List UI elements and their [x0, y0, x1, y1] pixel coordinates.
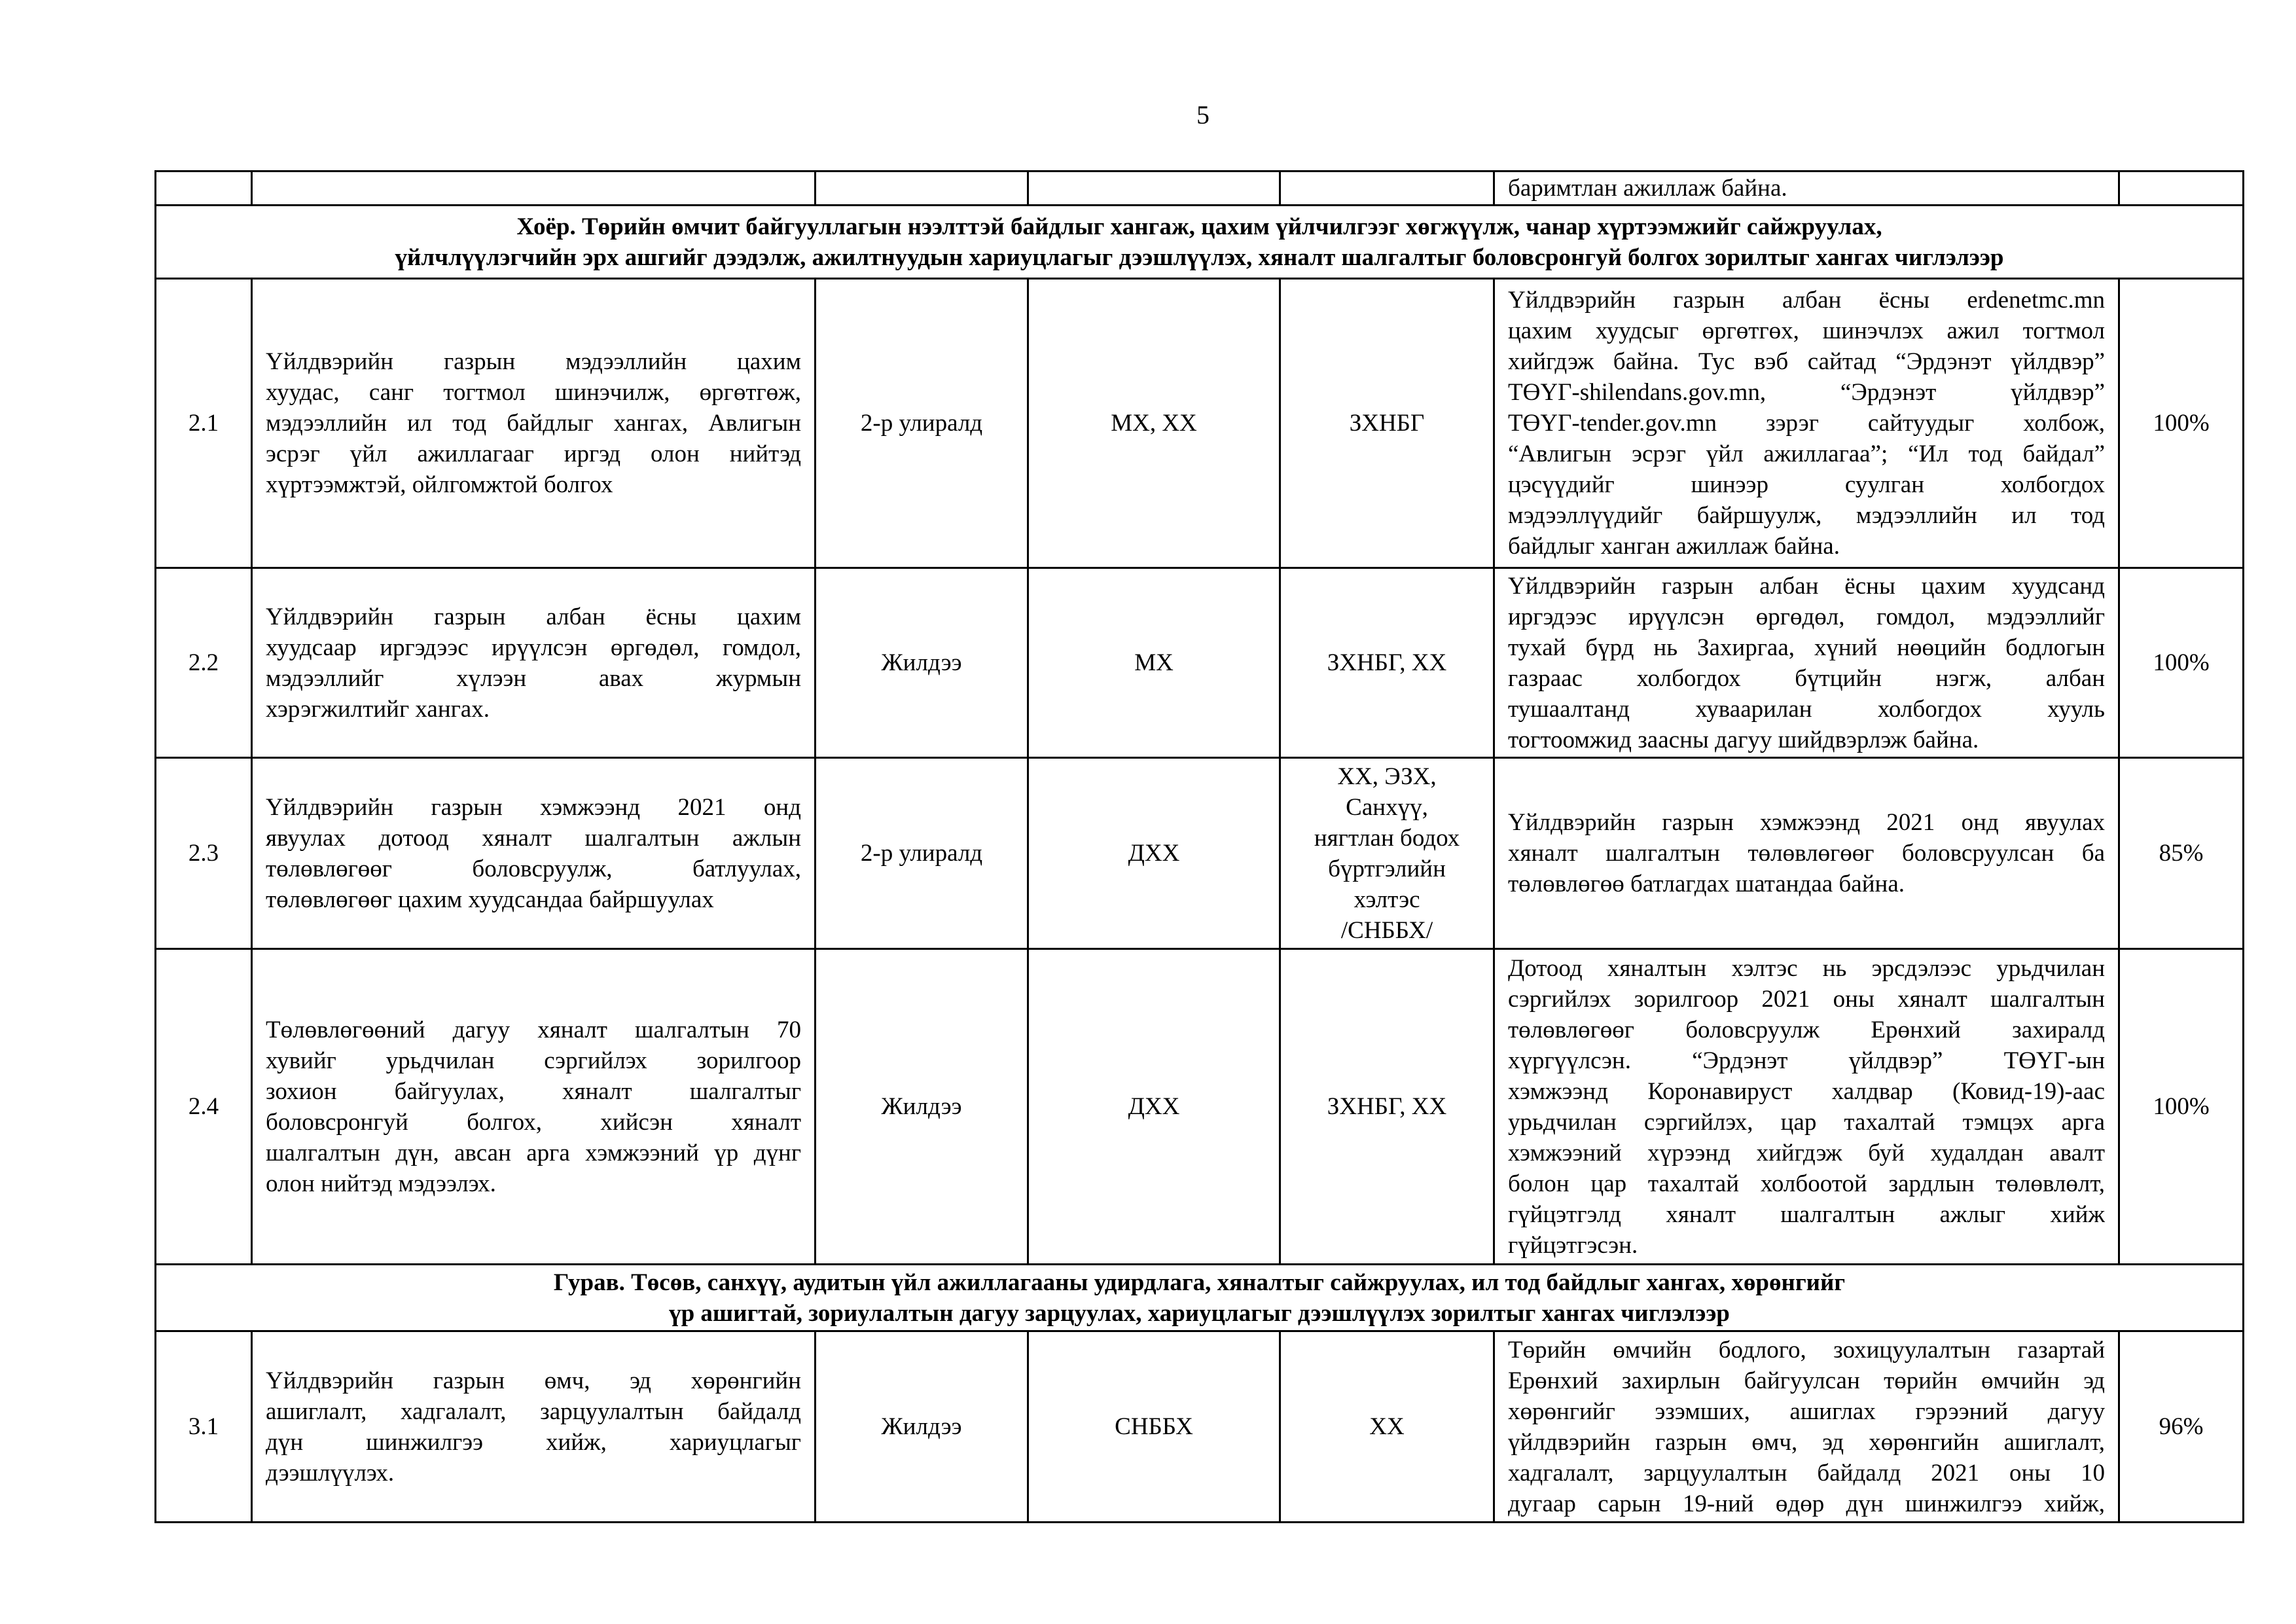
executor-line: ХХ, ЭЗХ, [1337, 763, 1437, 790]
completion-percent: 100% [2119, 949, 2244, 1265]
cell-task [252, 171, 816, 206]
executing-unit [1280, 279, 1494, 568]
section-heading-line: Гурав. Төсөв, санхүү, аудитын үйл ажиллагааны удирдлага, хяналтыг сайжруулах, ил тод байдлыг хангах, хөрөнгийг [553, 1269, 1846, 1296]
table-row [156, 949, 2244, 1265]
cell-report: баримтлан ажиллаж байна. [1494, 171, 2119, 206]
task-line: ашиглалт, хадгалалт, зарцуулалтын байдалд [266, 1398, 801, 1425]
completion-percent: 96% [2119, 1331, 2244, 1523]
completion-percent: 100% [2119, 568, 2244, 758]
task-line: хувийг урьдчилан сэргийлэх зорилгоор [266, 1047, 801, 1074]
task-description [252, 1331, 816, 1523]
report-line: сэргийлэх зорилгоор 2021 оны хяналт шалгалтын [1508, 985, 2105, 1013]
report-line: урьдчилан сэргийлэх, цар тахалтай тэмцэх арга [1508, 1108, 2105, 1136]
time-frame: 2-р улиралд [816, 279, 1028, 568]
executing-unit [1280, 758, 1494, 949]
task-line: зохион байгуулах, хяналт шалгалтыг [266, 1077, 801, 1105]
report-line: Дотоод хяналтын хэлтэс нь эрсдэлээс урьдчилан [1508, 954, 2105, 982]
report-line: хийгдэж байна. Тус вэб сайтад “Эрдэнэт үйлдвэр” [1508, 348, 2105, 375]
report-line: Үйлдвэрийн газрын хэмжээнд 2021 онд явуулах [1508, 809, 2105, 836]
task-line: төлөвлөгөөг цахим хуудсандаа байршуулах [266, 886, 714, 913]
task-line: хуудсаар иргэдээс ирүүлсэн өргөдөл, гомдол, [266, 634, 801, 661]
task-description [252, 949, 816, 1265]
row-number: 3.1 [156, 1331, 252, 1523]
time-frame: Жилдээ [816, 1331, 1028, 1523]
section-heading-line: үр ашигтай, зориулалтын дагуу зарцуулах, хариуцлагыг дээшлүүлэх зорилтыг хангах чиглэлээр [669, 1299, 1730, 1327]
progress-report [1494, 758, 2119, 949]
report-line: хадгалалт, зарцуулалтын байдалд 2021 оны 10 [1508, 1459, 2105, 1487]
task-line: мэдээллийн ил тод байдлыг хангах, Авлигын [266, 410, 801, 437]
section-heading-line: үйлчлүүлэгчийн эрх ашгийг дээдэлж, ажилтнуудын хариуцлагыг дээшлүүлэх, хяналт шалгалтыг боловсронгуй болгох зорилтыг хангах чиглэлээр [395, 244, 2004, 271]
responsible-unit: МХ, ХХ [1028, 279, 1280, 568]
executing-unit [1280, 1331, 1494, 1523]
executing-unit [1280, 568, 1494, 758]
page-number: 5 [1196, 100, 1210, 130]
executor-line: Санхүү, [1346, 793, 1428, 821]
executor-line: ЗХНБГ, ХХ [1327, 1093, 1447, 1120]
cell-responsible [1028, 171, 1280, 206]
cell-time [816, 171, 1028, 206]
time-frame: Жилдээ [816, 568, 1028, 758]
task-line: хуудас, санг тогтмол шинэчилж, өргөтгөж, [266, 379, 801, 406]
report-line: Ерөнхий захирлын байгуулсан төрийн өмчийн эд [1508, 1367, 2105, 1394]
row-number: 2.2 [156, 568, 252, 758]
report-line: тушаалтанд хуваарилан холбогдох хууль [1508, 695, 2105, 723]
completion-percent: 85% [2119, 758, 2244, 949]
report-line: Үйлдвэрийн газрын албан ёсны цахим хуудсанд [1508, 572, 2105, 600]
report-line: хэмжээнд Коронавируст халдвар (Ковид-19)-аас [1508, 1077, 2105, 1105]
cell-num [156, 171, 252, 206]
task-line: дүн шинжилгээ хийж, хариуцлагыг [266, 1428, 801, 1456]
task-description [252, 279, 816, 568]
section-heading-2 [156, 206, 2244, 279]
cell-executor [1280, 171, 1494, 206]
cell-percent [2119, 171, 2244, 206]
task-line: явуулах дотоод хяналт шалгалтын ажлын [266, 824, 801, 852]
table-row [156, 758, 2244, 949]
row-number: 2.4 [156, 949, 252, 1265]
report-line: төлөвлөгөө батлагдах шатандаа байна. [1508, 871, 1905, 897]
table-row [156, 279, 2244, 568]
report-line: дугаар сарын 19-ний өдөр дүн шинжилгээ хийж, [1508, 1490, 2105, 1517]
report-line: төлөвлөгөөг боловсруулж Ерөнхий захиралд [1508, 1016, 2105, 1043]
task-line: Төлөвлөгөөний дагуу хяналт шалгалтын 70 [266, 1016, 801, 1043]
report-line: Үйлдвэрийн газрын албан ёсны erdenetmc.mn [1508, 287, 2105, 314]
report-line: байдлыг ханган ажиллаж байна. [1508, 533, 1840, 560]
report-line: газраас холбогдох бүтцийн нэгж, албан [1508, 664, 2105, 692]
report-line: цэсүүдийг шинээр суулган холбогдох [1508, 471, 2105, 498]
time-frame: Жилдээ [816, 949, 1028, 1265]
section-heading-3 [156, 1265, 2244, 1331]
report-line: үйлдвэрийн газрын өмч, эд хөрөнгийн ашиглалт, [1508, 1428, 2105, 1456]
report-line: тогтоомжид заасны дагуу шийдвэрлэж байна. [1508, 726, 1979, 753]
report-line: ТӨҮГ-tender.gov.mn зэрэг сайтуудыг холбож, [1508, 410, 2105, 437]
report-line: ТӨҮГ-shilendans.gov.mn, “Эрдэнэт үйлдвэр” [1508, 379, 2105, 406]
task-line: Үйлдвэрийн газрын мэдээллийн цахим [266, 348, 801, 375]
report-line: хөрөнгийг эзэмших, ашиглах гэрээний дагуу [1508, 1398, 2105, 1425]
task-line: эсрэг үйл ажиллагааг иргэд олон нийтэд [266, 441, 801, 467]
time-frame: 2-р улиралд [816, 758, 1028, 949]
task-line: Үйлдвэрийн газрын хэмжээнд 2021 онд [266, 793, 801, 821]
continuation-row [156, 171, 2244, 206]
task-line: боловсронгуй болгох, хийсэн хяналт [266, 1108, 801, 1136]
section-heading-row [156, 206, 2244, 279]
progress-report [1494, 949, 2119, 1265]
executor-line: ЗХНБГ [1349, 410, 1425, 437]
task-line: Үйлдвэрийн газрын өмч, эд хөрөнгийн [266, 1367, 801, 1394]
task-description [252, 568, 816, 758]
progress-report [1494, 279, 2119, 568]
progress-report [1494, 568, 2119, 758]
action-plan-table [154, 170, 2244, 1523]
progress-report [1494, 1331, 2119, 1523]
row-number: 2.1 [156, 279, 252, 568]
section-heading-line: Хоёр. Төрийн өмчит байгууллагын нээлттэй байдлыг хангаж, цахим үйлчилгээг хөгжүүлж, чанар хүртээмжийг сайжруулах, [516, 213, 1882, 240]
executing-unit [1280, 949, 1494, 1265]
table-row [156, 1331, 2244, 1523]
task-line: мэдээллийг хүлээн авах журмын [266, 664, 801, 692]
task-line: хэрэгжилтийг хангах. [266, 695, 490, 723]
task-line: Үйлдвэрийн газрын албан ёсны цахим [266, 603, 801, 630]
report-line: хяналт шалгалтын төлөвлөгөөг боловсруулсан ба [1508, 840, 2105, 867]
table-row [156, 568, 2244, 758]
responsible-unit: МХ [1028, 568, 1280, 758]
responsible-unit: СНББХ [1028, 1331, 1280, 1523]
task-line: төлөвлөгөөг боловсруулж, батлуулах, [266, 855, 801, 882]
report-line: иргэдээс ирүүлсэн өргөдөл, гомдол, мэдээллийг [1508, 603, 2105, 630]
task-line: олон нийтэд мэдээлэх. [266, 1170, 496, 1197]
report-line: гүйцэтгэлд хяналт шалгалтын ажлыг хийж [1508, 1200, 2105, 1228]
task-description [252, 758, 816, 949]
section-heading-row [156, 1265, 2244, 1331]
executor-line: ХХ [1369, 1413, 1405, 1440]
task-line: шалгалтын дүн, авсан арга хэмжээний үр дүнг [266, 1139, 801, 1166]
completion-percent: 100% [2119, 279, 2244, 568]
executor-line: /СНББХ/ [1340, 916, 1433, 944]
report-line: “Авлигын эсрэг үйл ажиллагаа”; “Ил тод байдал” [1508, 441, 2105, 467]
report-line: мэдээллүүдийг байршуулж, мэдээллийн ил тод [1508, 502, 2105, 529]
responsible-unit: ДХХ [1028, 758, 1280, 949]
report-line: тухай бүрд нь Захиргаа, хүний нөөцийн бодлогын [1508, 634, 2105, 661]
report-line: хүргүүлсэн. “Эрдэнэт үйлдвэр” ТӨҮГ-ын [1508, 1047, 2105, 1074]
report-line: гүйцэтгэсэн. [1508, 1231, 1638, 1259]
report-line: болон цар тахалтай холбоотой зардлын төлөвлөлт, [1508, 1170, 2105, 1197]
report-line: цахим хуудсыг өргөтгөх, шинэчлэх ажил тогтмол [1508, 317, 2105, 344]
report-line: хэмжээний хүрээнд хийгдэж буй худалдан авалт [1508, 1139, 2105, 1166]
task-line: дээшлүүлэх. [266, 1459, 395, 1487]
row-number: 2.3 [156, 758, 252, 949]
executor-line: бүртгэлийн [1328, 855, 1446, 882]
task-line: хүртээмжтэй, ойлгомжтой болгох [266, 471, 613, 498]
executor-line: ЗХНБГ, ХХ [1327, 649, 1447, 676]
report-line: Төрийн өмчийн бодлого, зохицуулалтын газартай [1508, 1336, 2105, 1363]
responsible-unit: ДХХ [1028, 949, 1280, 1265]
executor-line: нягтлан бодох [1314, 824, 1460, 852]
executor-line: хэлтэс [1354, 886, 1420, 913]
